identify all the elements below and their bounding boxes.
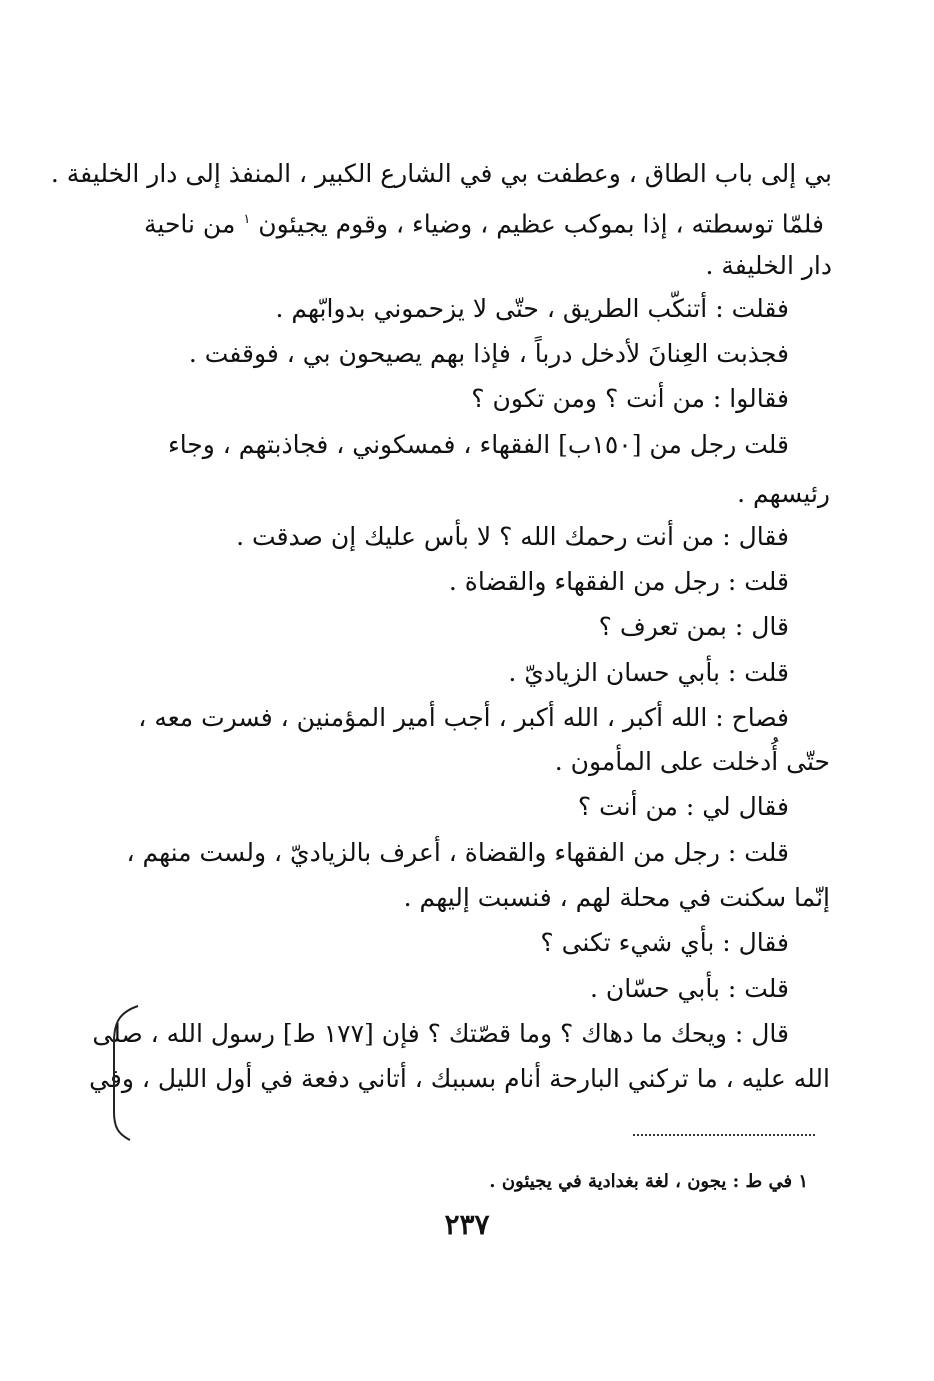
text-line: قلت : رجل من الفقهاء والقضاة . — [448, 567, 789, 596]
text-line: فقال : بأي شيء تكنى ؟ — [540, 928, 789, 957]
text-line: فقال لي : من أنت ؟ — [577, 792, 789, 821]
page-number: ٢٣٧ — [444, 1208, 490, 1241]
text-line: قلت رجل من [١٥٠ب] الفقهاء ، فمسكوني ، فجاذبتهم ، وجاء — [167, 430, 789, 459]
footnote-marker: ١ — [243, 212, 251, 227]
text-segment: من ناحية — [144, 209, 236, 239]
text-line: فقلت : أتنكّب الطريق ، حتّى لا يزحموني بدوابّهم . — [275, 294, 789, 323]
text-line: بي إلى باب الطاق ، وعطفت بي في الشارع الكبير ، المنفذ إلى دار الخليفة . — [50, 159, 832, 188]
text-line: حتّى أُدخلت على المأمون . — [554, 747, 830, 776]
text-line: فقالوا : من أنت ؟ ومن تكون ؟ — [471, 384, 789, 413]
text-line: رئيسهم . — [737, 479, 830, 508]
footnote-separator — [633, 1134, 815, 1136]
footnote: ١ في ط : يجون ، لغة بغدادية في يجيئون . — [489, 1171, 808, 1192]
margin-bracket-mark — [100, 1002, 142, 1142]
text-line: قال : ويحك ما دهاك ؟ وما قصّتك ؟ فإن [١٧٧ ط] رسول الله ، صلى — [92, 1019, 789, 1048]
text-line: إنّما سكنت في محلة لهم ، فنسبت إليهم . — [403, 883, 830, 912]
text-segment: فلمّا توسطته ، إذا بموكب عظيم ، وضياء ، وقوم يجيئون — [258, 209, 824, 239]
text-line: فقال : من أنت رحمك الله ؟ لا بأس عليك إن صدقت . — [236, 522, 789, 551]
text-line: فجذبت العِنانَ لأدخل درباً ، فإذا بهم يصيحون بي ، فوقفت . — [188, 339, 789, 368]
text-line — [0, 203, 824, 241]
text-line: فصاح : الله أكبر ، الله أكبر ، أجب أمير المؤمنين ، فسرت معه ، — [138, 703, 789, 732]
text-line: قال : بمن تعرف ؟ — [598, 612, 789, 641]
text-line: الله عليه ، ما تركني البارحة أنام بسببك ، أتاني دفعة في أول الليل ، وفي — [89, 1064, 830, 1093]
text-line: قلت : بأبي حسّان . — [589, 974, 789, 1003]
text-line: قلت : رجل من الفقهاء والقضاة ، أعرف بالزياديّ ، ولست منهم ، — [126, 838, 789, 867]
text-line: دار الخليفة . — [705, 251, 832, 280]
text-line: قلت : بأبي حسان الزياديّ . — [508, 658, 789, 687]
